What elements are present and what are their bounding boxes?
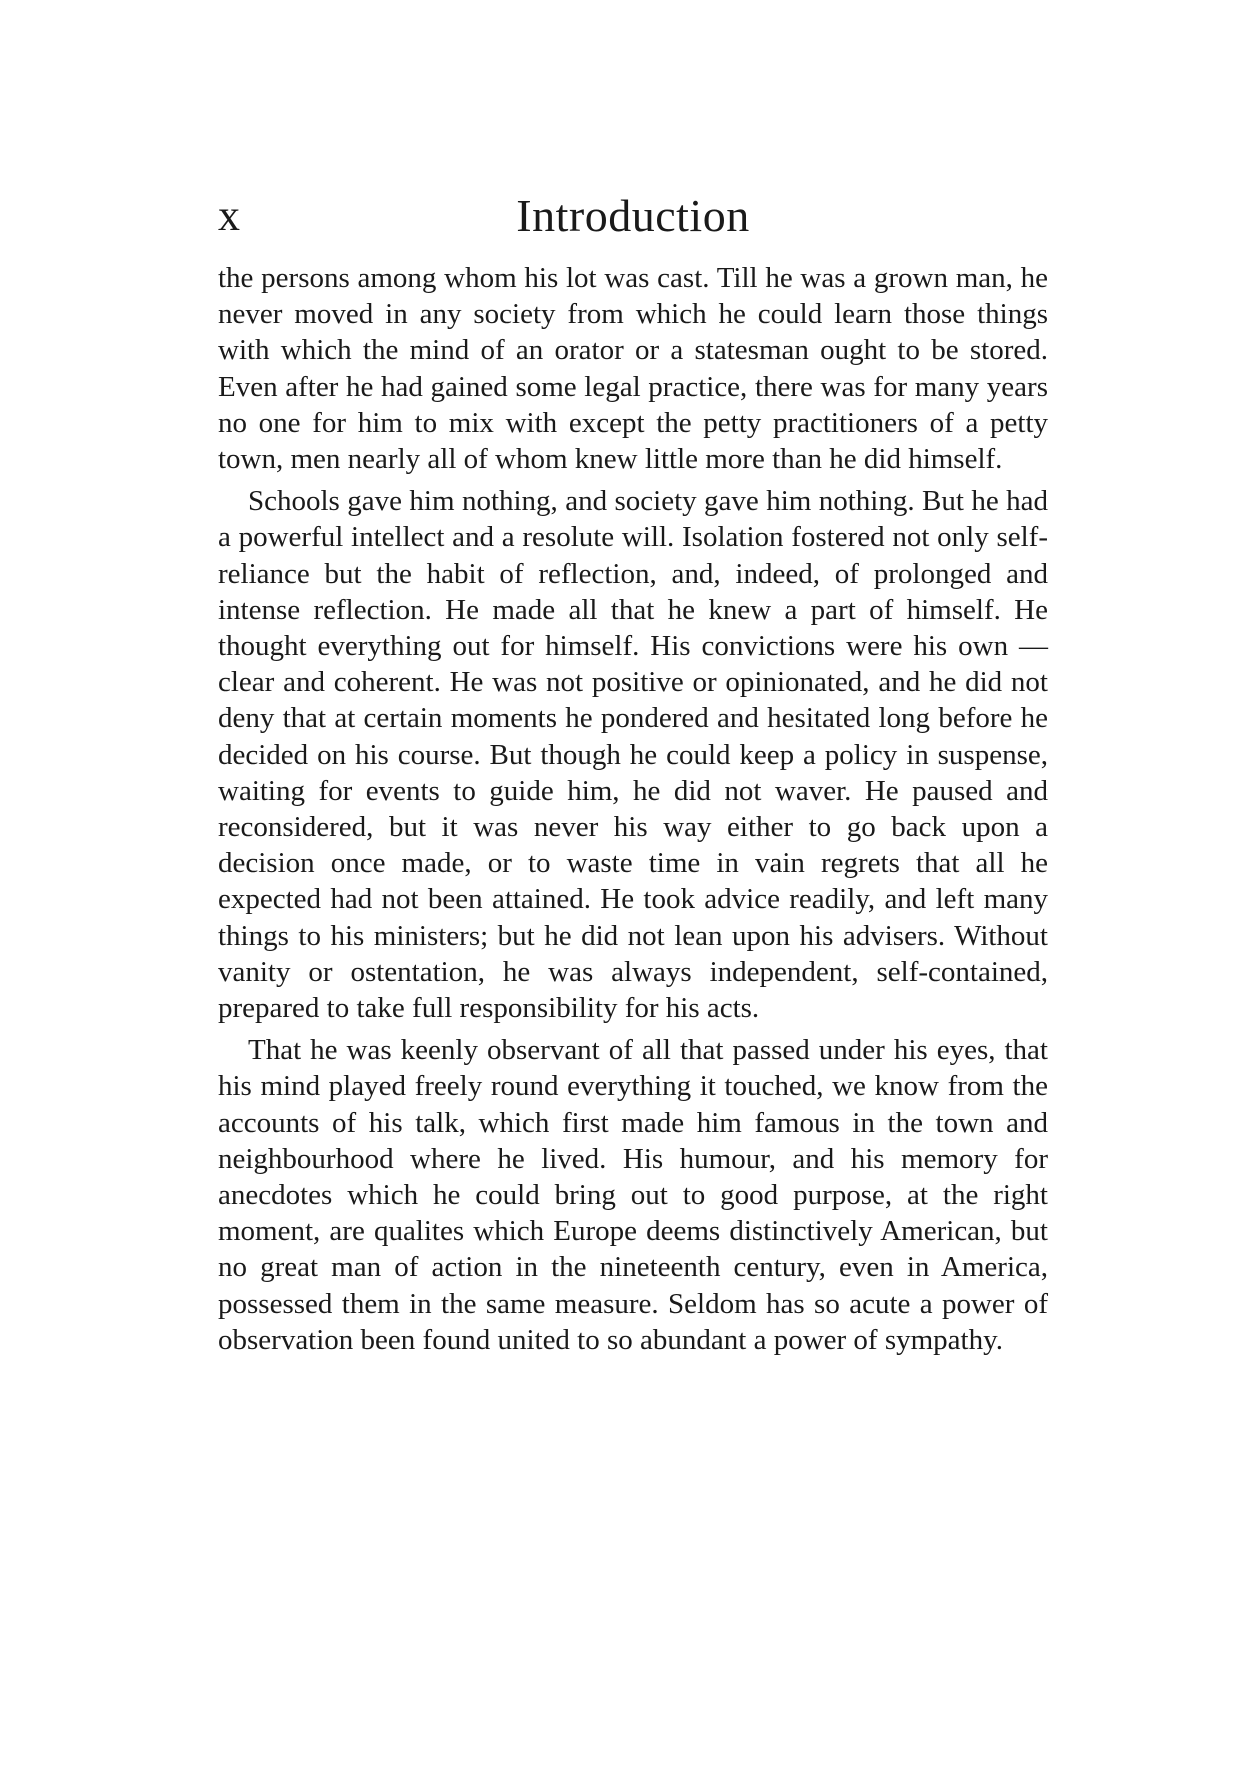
- body-text: [218, 260, 1048, 1358]
- paragraph-1: the persons among whom his lot was cast. Till he was a grown man, he never moved in any society from which he could learn those things with which the mind of an orator or a statesman ought to be stored. Even after he had gained some legal practice, there was for many years no one for him to mix with except the petty practitioners of a petty town, men nearly all of whom knew little more than he did himself.: [218, 262, 1048, 476]
- page-header: [218, 186, 1048, 246]
- running-title: Introduction: [516, 190, 750, 241]
- paragraph-2: Schools gave him nothing, and society gave him nothing. But he had a powerful intellect and a resolute will. Isolation fostered not only self-reliance but the habit of reflection, and, indeed, of prolonged and intense reflection. He made all that he knew a part of himself. He thought everything out for himself. His convictions were his own — clear and coherent. He was not positive or opinionated, and he did not deny that at certain moments he pondered and hesitated long before he decided on his course. But though he could keep a policy in suspense, waiting for events to guide him, he did not waver. He paused and reconsidered, but it was never his way either to go back upon a decision once made, or to waste time in vain regrets that all he expected had not been attained. He took advice readily, and left many things to his ministers; but he did not lean upon his advisers. Without vanity or ostentation, he was always independent, self-contained, prepared to take full responsibility for his acts.: [218, 485, 1048, 1025]
- page-number: x: [218, 191, 240, 240]
- paragraph-3: That he was keenly observant of all that passed under his eyes, that his mind played freely round everything it touched, we know from the accounts of his talk, which first made him famous in the town and neighbourhood where he lived. His humour, and his memory for anecdotes which he could bring out to good purpose, at the right moment, are qualites which Europe deems distinctively American, but no great man of action in the nineteenth century, even in America, possessed them in the same measure. Seldom has so acute a power of observation been found united to so abundant a power of sympathy.: [218, 1034, 1048, 1356]
